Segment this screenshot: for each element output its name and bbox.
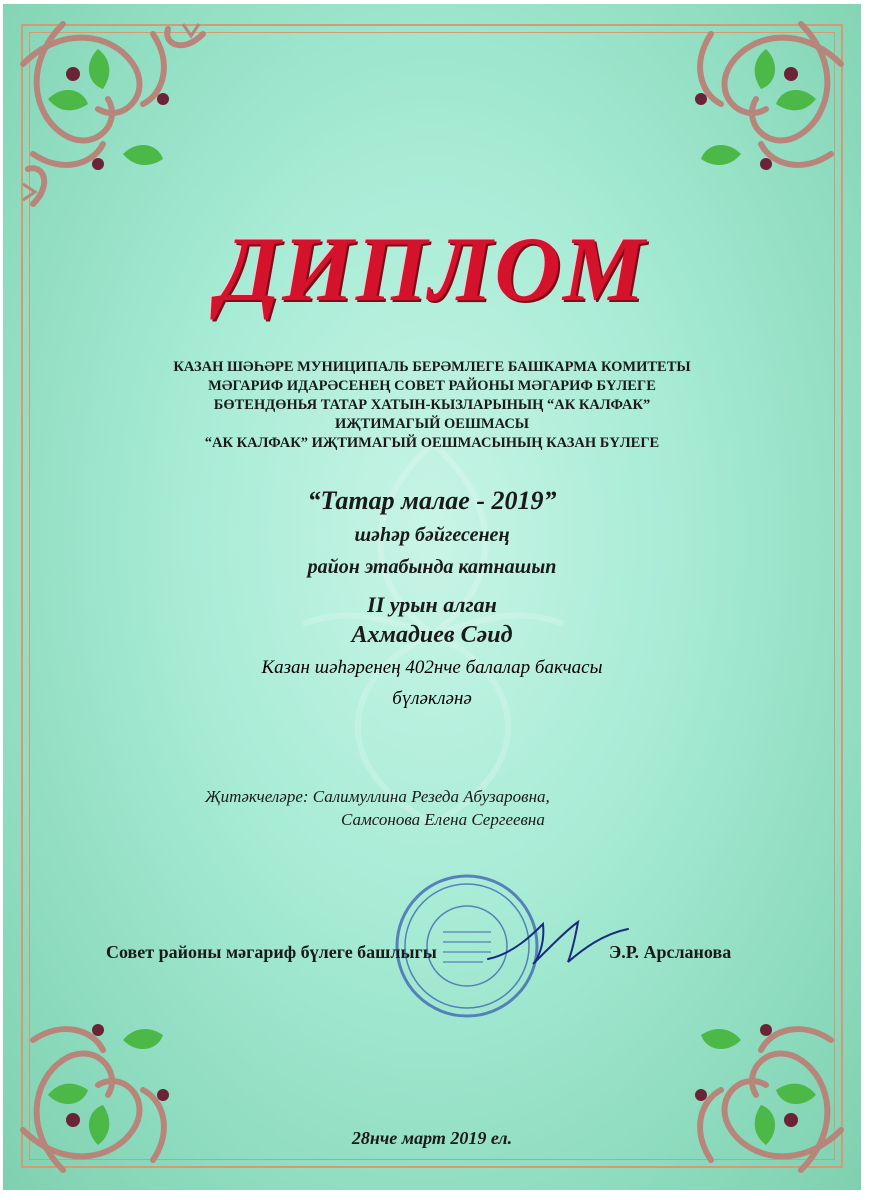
supervisor-second: Самсонова Елена Сергеевна: [341, 810, 545, 829]
award-line-city: шәһәр бәйгесенең: [354, 524, 510, 546]
corner-ornament-top-left: [3, 4, 243, 244]
award-line-district: район этабында катнашып: [307, 556, 557, 578]
diploma-sheet: [3, 4, 861, 1190]
organizations-block: [3, 358, 861, 453]
awarded-line: бүләкләнә: [392, 688, 472, 709]
award-place: II урын алган: [367, 592, 497, 617]
corner-ornament-bottom-right: [621, 950, 861, 1190]
competition-name: “Татар малае - 2019”: [307, 486, 557, 515]
organization-line: ИҖТИМАГЫЙ ОЕШМАСЫ: [334, 416, 530, 432]
corner-ornament-top-right: [621, 4, 861, 244]
supervisors-line: Җитәкчеләре: Салимуллина Резеда Абузаровна,: [205, 787, 550, 806]
issue-date: 28нче март 2019 ел.: [351, 1128, 513, 1148]
organization-line: “АК КАЛФАК” ИҖТИМАГЫЙ ОЕШМАСЫНЫҢ КАЗАН БҮЛЕГЕ: [204, 435, 660, 451]
corner-ornament-bottom-left: [3, 950, 243, 1190]
institution-line: Казан шәһәренең 402нче балалар бакчасы: [261, 657, 603, 678]
winner-name: Ахмадиев Сәид: [351, 622, 513, 648]
organization-line: КАЗАН ШӘҺӘРЕ МУНИЦИПАЛЬ БЕРӘМЛЕГЕ БАШКАРМА КОМИТЕТЫ: [173, 359, 691, 375]
organization-line: БӨТЕНДӨНЬЯ ТАТАР ХАТЫН-КЫЗЛАРЫНЫҢ “АК КАЛФАК”: [213, 397, 651, 413]
diploma-title: ДИПЛОМ: [217, 218, 647, 320]
signatory-position: Совет районы мәгариф бүлеге башлыгы: [106, 942, 437, 962]
organization-line: МӘГАРИФ ИДАРӘСЕНЕҢ СОВЕТ РАЙОНЫ МӘГАРИФ БҮЛЕГЕ: [208, 378, 656, 394]
signatory-name: Э.Р. Арсланова: [609, 942, 732, 962]
